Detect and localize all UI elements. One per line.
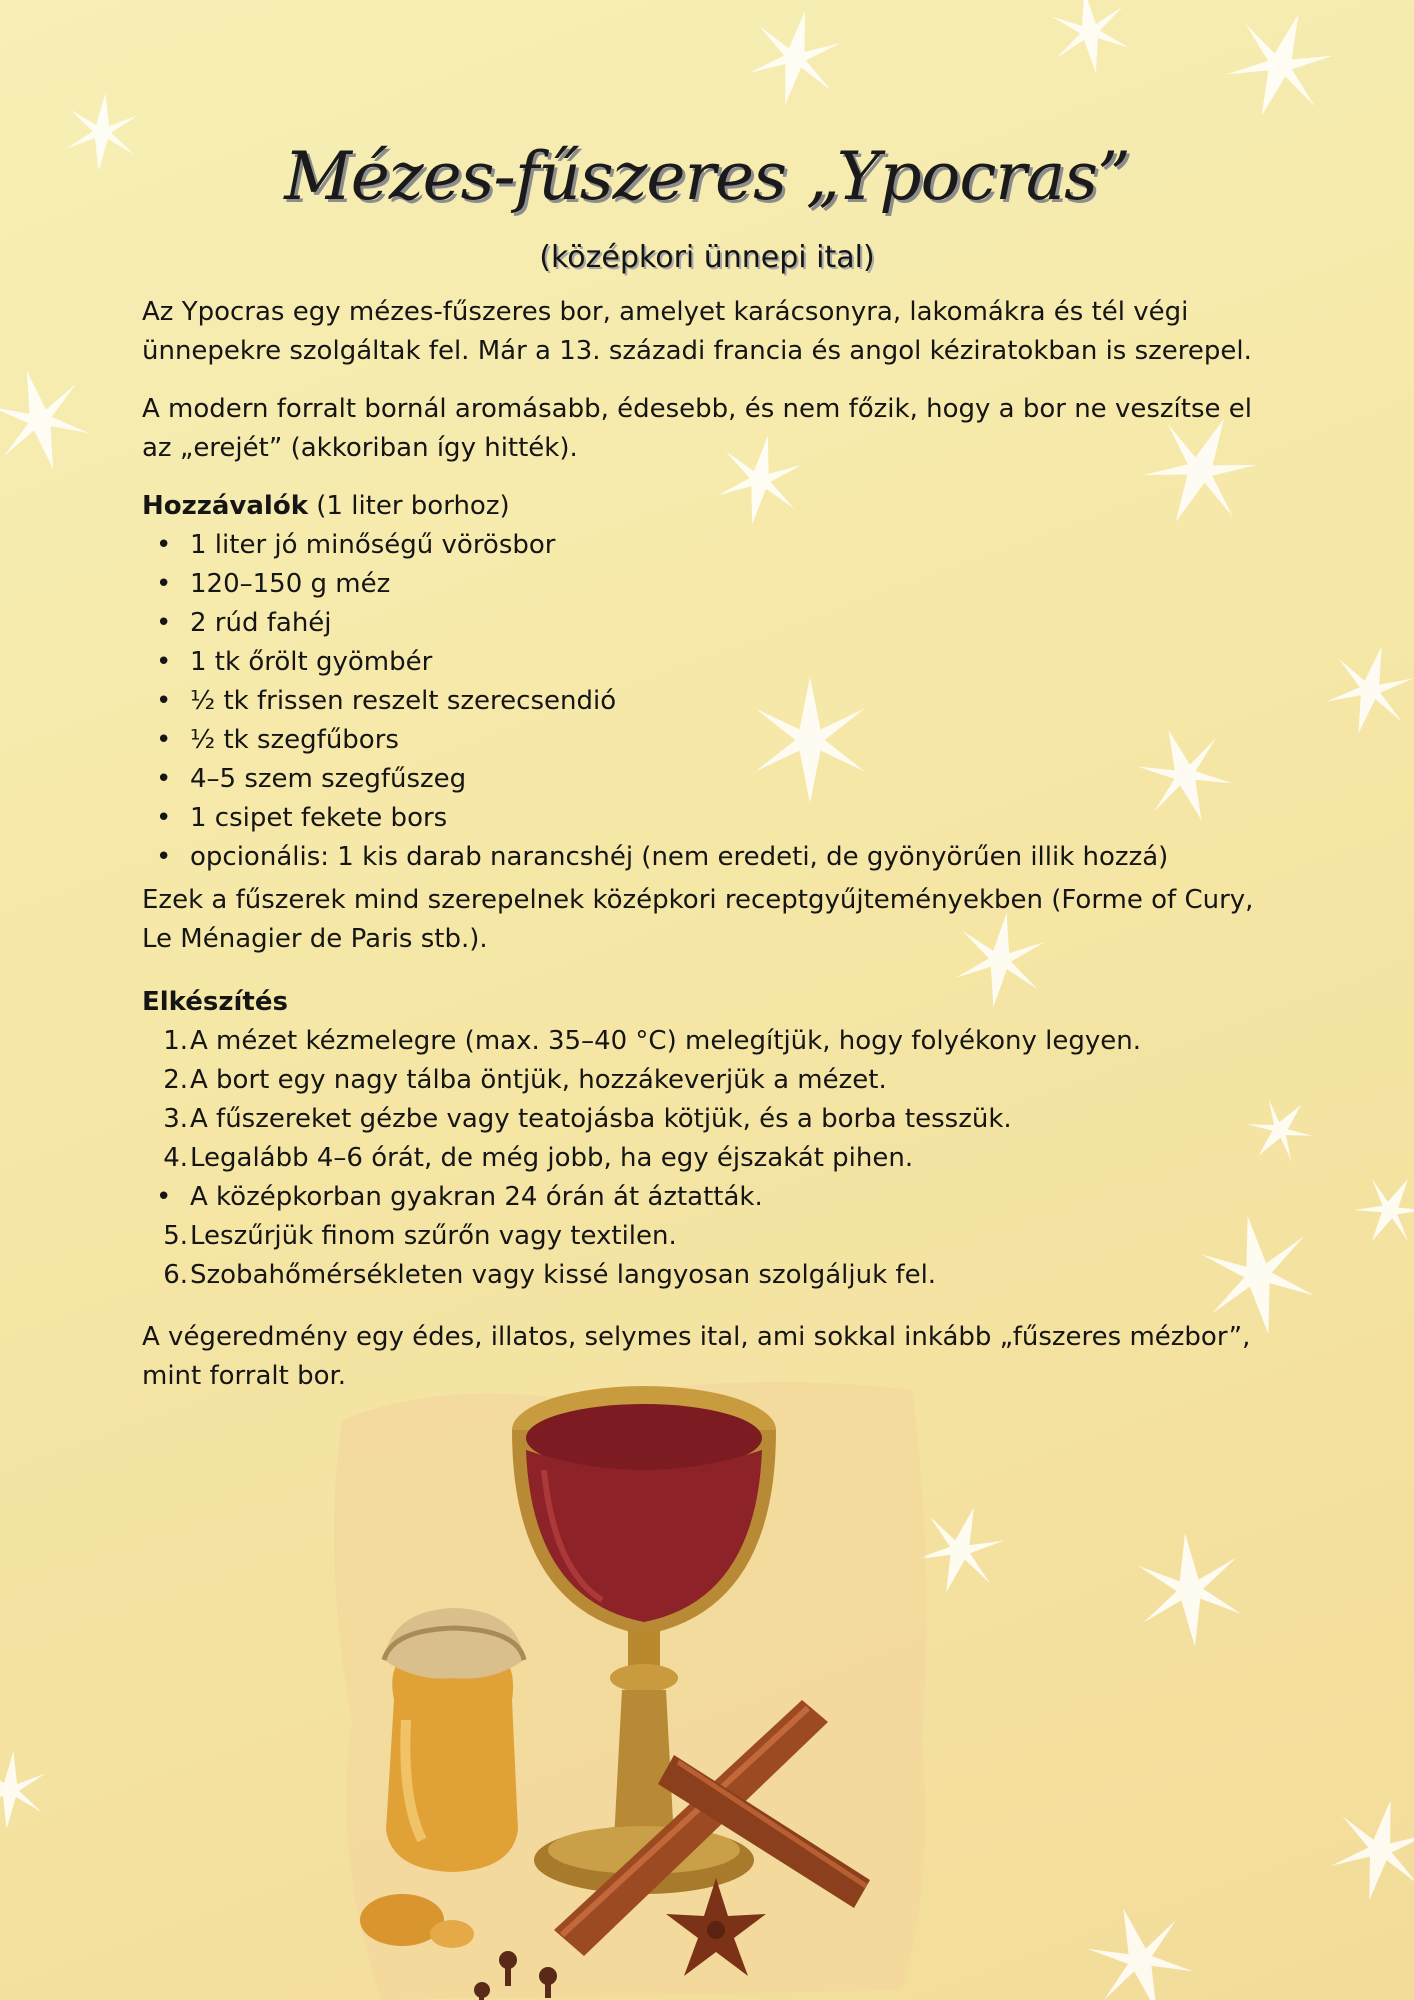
star-icon <box>744 2 845 113</box>
star-icon <box>0 359 96 480</box>
step-number: 6. <box>163 1260 188 1290</box>
step-number: 4. <box>163 1143 188 1173</box>
ingredient-item <box>142 721 1282 760</box>
step-number: 1. <box>163 1026 188 1056</box>
method-step <box>142 1256 1282 1295</box>
ingredient-text: 2 rúd fahéj <box>190 608 332 638</box>
bullet-icon: • <box>156 725 172 755</box>
ingredient-item <box>142 565 1282 604</box>
star-icon <box>1218 0 1343 132</box>
intro-paragraph: A modern forralt bornál aromásabb, édesebb, és nem főzik, hogy a bor ne veszítse el az „erejét” (akkoriban így hitték). <box>142 394 1252 463</box>
ingredient-text: opcionális: 1 kis darab narancshéj (nem eredeti, de gyönyörűen illik hozzá) <box>190 842 1169 872</box>
step-text: A fűszereket gézbe vagy teatojásba kötjük, és a borba tesszük. <box>190 1104 1012 1134</box>
bullet-icon: • <box>156 686 172 716</box>
method-heading <box>142 983 1282 1022</box>
step-text: A bort egy nagy tálba öntjük, hozzákeverjük a mézet. <box>190 1065 887 1095</box>
bullet-icon: • <box>156 764 172 794</box>
star-icon <box>1048 0 1132 79</box>
step-number: 5. <box>163 1221 188 1251</box>
step-text: Szobahőmérsékleten vagy kissé langyosan szolgáljuk fel. <box>190 1260 937 1290</box>
ingredient-text: 120–150 g méz <box>190 569 391 599</box>
page-subtitle: (középkori ünnepi ital) <box>539 240 875 275</box>
step-number: 2. <box>163 1065 188 1095</box>
page-title: Mézes-fűszeres „Ypocras” <box>284 138 1130 215</box>
method-step <box>142 1100 1282 1139</box>
bullet-icon: • <box>156 569 172 599</box>
ingredients-heading <box>142 487 1282 526</box>
ingredient-item <box>142 838 1282 877</box>
method-section <box>142 983 1282 1295</box>
star-icon <box>65 90 139 174</box>
star-icon <box>0 1748 47 1832</box>
method-step-note <box>142 1178 1282 1217</box>
ingredient-text: 1 tk őrölt gyömbér <box>190 647 433 677</box>
ingredients-note: Ezek a fűszerek mind szerepelnek középkori receptgyűjteményekben (Forme of Cury, Le Ménagier de Paris stb.). <box>142 885 1254 954</box>
intro-paragraph: Az Ypocras egy mézes-fűszeres bor, amelyet karácsonyra, lakomákra és tél végi ünnepekre szolgáltak fel. Már a 13. századi francia és angol kéziratokban is szerepel. <box>142 297 1252 366</box>
star-icon <box>1136 1529 1244 1651</box>
ingredient-item <box>142 760 1282 799</box>
star-icon <box>1321 636 1414 743</box>
closing-paragraph: A végeredmény egy édes, illatos, selymes ital, ami sokkal inkább „fűszeres mézbor”, mint forralt bor. <box>142 1322 1251 1391</box>
method-heading-label: Elkészítés <box>142 987 288 1017</box>
star-icon <box>1326 1791 1414 1909</box>
bullet-icon: • <box>156 1182 172 1212</box>
bullet-icon: • <box>156 608 172 638</box>
ingredient-item <box>142 682 1282 721</box>
star-icon <box>1079 1894 1201 2000</box>
ingredient-item <box>142 526 1282 565</box>
recipe-illustration <box>322 1360 940 2000</box>
honey-jar-icon <box>384 1608 524 1872</box>
ingredient-text: 4–5 szem szegfűszeg <box>190 764 467 794</box>
intro-section <box>142 293 1282 468</box>
ingredients-heading-note: (1 liter borhoz) <box>308 491 510 521</box>
step-text: Legalább 4–6 órát, de még jobb, ha egy éjszakát pihen. <box>190 1143 914 1173</box>
ingredient-text: ½ tk frissen reszelt szerecsendió <box>190 686 617 716</box>
method-step <box>142 1022 1282 1061</box>
star-icon <box>1345 1163 1414 1257</box>
step-number: 3. <box>163 1104 188 1134</box>
ingredients-section <box>142 487 1282 959</box>
bullet-icon: • <box>156 530 172 560</box>
step-text: A középkorban gyakran 24 órán át áztatták. <box>190 1182 763 1212</box>
honey-lump-icon <box>430 1920 474 1948</box>
ingredient-item <box>142 799 1282 838</box>
step-text: Leszűrjük finom szűrőn vagy textilen. <box>190 1221 677 1251</box>
step-text: A mézet kézmelegre (max. 35–40 °C) melegítjük, hogy folyékony legyen. <box>190 1026 1141 1056</box>
method-step <box>142 1061 1282 1100</box>
bullet-icon: • <box>156 803 172 833</box>
bullet-icon: • <box>156 647 172 677</box>
ingredient-item <box>142 604 1282 643</box>
ingredient-text: ½ tk szegfűbors <box>190 725 399 755</box>
ingredient-text: 1 liter jó minőségű vörösbor <box>190 530 556 560</box>
method-step <box>142 1217 1282 1256</box>
ingredient-text: 1 csipet fekete bors <box>190 803 448 833</box>
bullet-icon: • <box>156 842 172 872</box>
ingredient-item <box>142 643 1282 682</box>
ingredients-heading-label: Hozzávalók <box>142 491 308 521</box>
method-step <box>142 1139 1282 1178</box>
